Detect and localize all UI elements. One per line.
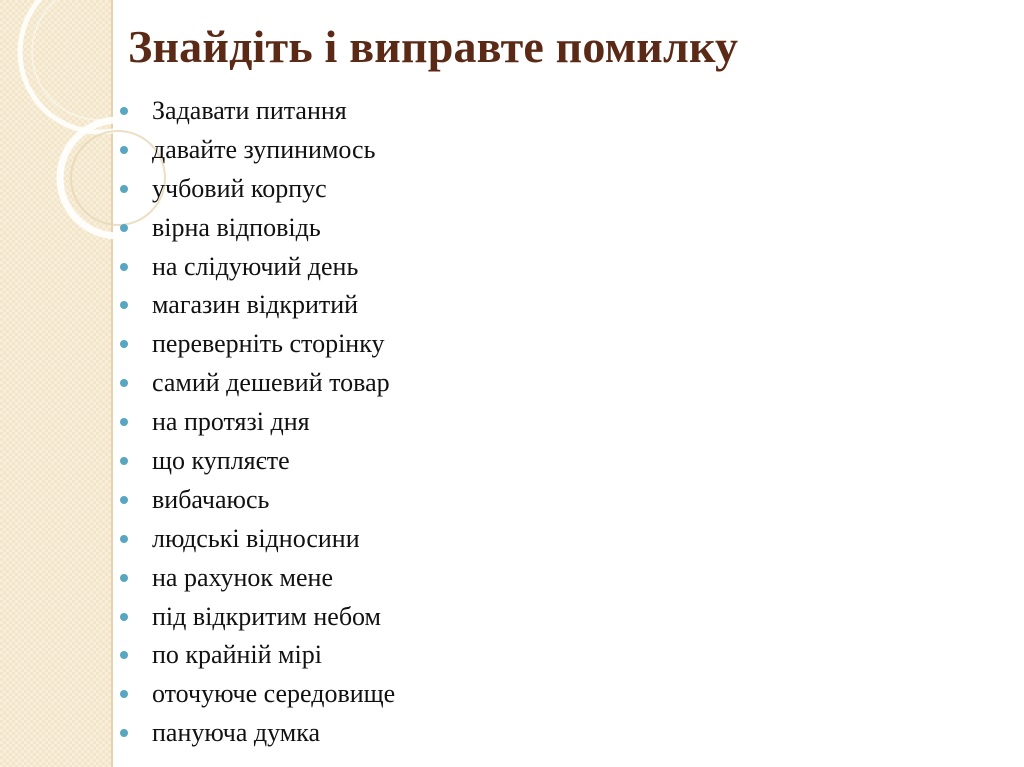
bullet-dot-icon: [120, 185, 128, 193]
list-item-text: людські відносини: [152, 523, 360, 553]
list-item: [120, 209, 395, 248]
list-item-text: під відкритим небом: [152, 601, 382, 631]
bullet-dot-icon: [120, 496, 128, 504]
bullet-dot-icon: [120, 224, 128, 232]
list-item: [120, 325, 395, 364]
bullet-dot-icon: [120, 418, 128, 426]
bullet-dot-icon: [120, 651, 128, 659]
bullet-dot-icon: [120, 457, 128, 465]
list-item: [120, 559, 395, 598]
list-item-text: на протязі дня: [152, 407, 310, 437]
list-item-text: по крайній мірі: [152, 640, 322, 670]
bullet-dot-icon: [120, 340, 128, 348]
side-panel: [0, 0, 111, 767]
list-item: [120, 403, 395, 442]
bullet-list: [120, 92, 395, 753]
list-item: [120, 520, 395, 559]
list-item: [120, 170, 395, 209]
list-item-text: самий дешевий товар: [152, 368, 390, 398]
bullet-dot-icon: [120, 379, 128, 387]
bullet-dot-icon: [120, 301, 128, 309]
list-item-text: переверніть сторінку: [152, 329, 385, 359]
list-item-text: Задавати питання: [152, 96, 347, 125]
list-item: [120, 598, 395, 637]
bullet-dot-icon: [120, 107, 128, 115]
list-item-text: що купляєте: [152, 446, 290, 476]
bullet-dot-icon: [120, 613, 128, 621]
list-item-text: вибачаюсь: [152, 484, 270, 514]
list-item-text: давайте зупинимось: [152, 134, 376, 164]
bullet-dot-icon: [120, 535, 128, 543]
list-item: [120, 636, 395, 675]
list-item-text: вірна відповідь: [152, 212, 321, 242]
list-item: [120, 92, 395, 131]
list-item-text: на рахунок мене: [152, 562, 333, 592]
slide-title: Знайдіть і виправте помилку: [128, 21, 739, 72]
bullet-dot-icon: [120, 146, 128, 154]
list-item-text: магазин відкритий: [152, 290, 359, 320]
list-item-text: оточуюче середовище: [152, 679, 396, 709]
list-item: [120, 248, 395, 287]
list-item: [120, 675, 395, 714]
list-item: [120, 481, 395, 520]
bullet-dot-icon: [120, 574, 128, 582]
list-item: [120, 714, 395, 753]
list-item: [120, 364, 395, 403]
list-item: [120, 131, 395, 170]
side-panel-edge: [111, 0, 113, 767]
list-item-text: пануюча думка: [152, 718, 321, 748]
bullet-dot-icon: [120, 263, 128, 271]
list-item: [120, 286, 395, 325]
bullet-dot-icon: [120, 690, 128, 698]
bullet-dot-icon: [120, 729, 128, 737]
list-item: [120, 442, 395, 481]
list-item-text: на слідуючий день: [152, 251, 359, 281]
list-item-text: учбовий корпус: [152, 173, 327, 203]
